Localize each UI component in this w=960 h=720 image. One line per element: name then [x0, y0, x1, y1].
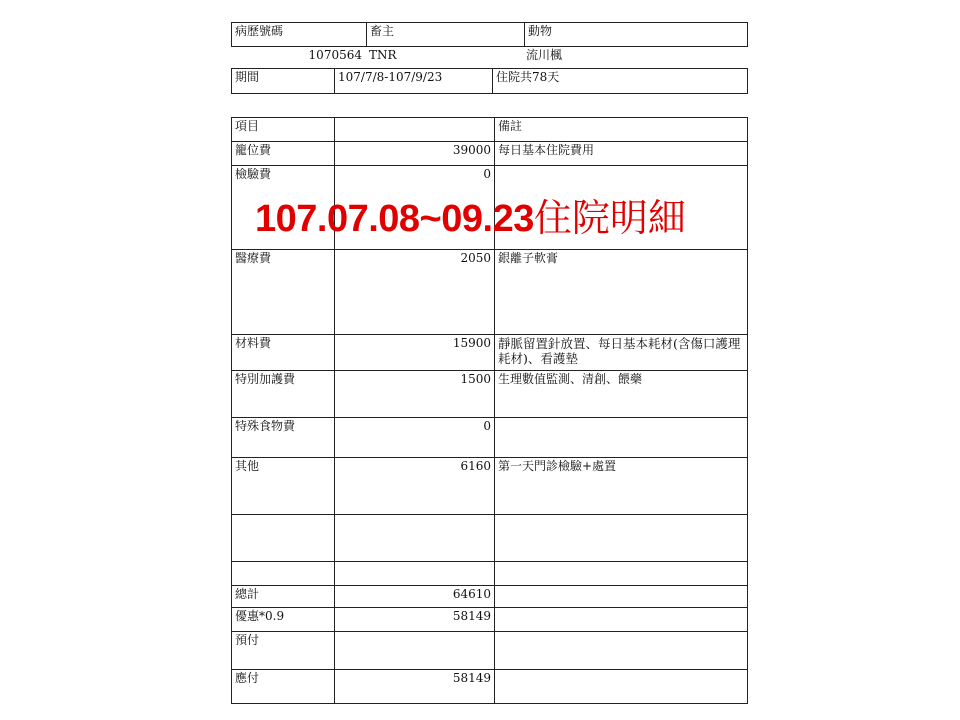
- column-header-note: 備註: [495, 118, 748, 142]
- period-table: [231, 68, 748, 94]
- record-info-row: [231, 47, 748, 69]
- row-item: 籠位費: [232, 142, 335, 166]
- row-item: 檢驗費: [232, 166, 335, 250]
- row-item: 醫療費: [232, 250, 335, 335]
- table-row: [232, 458, 748, 515]
- table-row: [232, 515, 748, 562]
- row-item: 特別加護費: [232, 371, 335, 418]
- header-table: [231, 22, 748, 47]
- row-note: [495, 562, 748, 586]
- row-note: [495, 586, 748, 608]
- row-note: [495, 515, 748, 562]
- row-note: [495, 670, 748, 704]
- row-item: 應付: [232, 670, 335, 704]
- row-amount: 0: [335, 166, 495, 250]
- hospitalization-detail-title: [255, 196, 686, 241]
- period-dates: 107/7/8-107/9/23: [335, 69, 493, 94]
- table-row: [232, 562, 748, 586]
- row-item: 材料費: [232, 335, 335, 371]
- table-row: [232, 418, 748, 458]
- row-amount: 39000: [335, 142, 495, 166]
- title-date-range: 107.07.08~09.23: [255, 198, 534, 240]
- row-note: [495, 608, 748, 632]
- table-row: [232, 586, 748, 608]
- table-header-row: [232, 118, 748, 142]
- table-row: [232, 335, 748, 371]
- table-row: [232, 670, 748, 704]
- period-label: 期間: [232, 69, 335, 94]
- row-amount: 64610: [335, 586, 495, 608]
- row-amount: 2050: [335, 250, 495, 335]
- record-animal: 流川楓: [526, 48, 563, 62]
- table-row: [232, 608, 748, 632]
- row-amount: 58149: [335, 670, 495, 704]
- row-note: [495, 418, 748, 458]
- row-note: 每日基本住院費用: [495, 142, 748, 166]
- row-note: 靜脈留置針放置、每日基本耗材(含傷口護理耗材)、看護墊: [495, 335, 748, 371]
- row-note: 第一天門診檢驗+處置: [495, 458, 748, 515]
- column-header-item: 項目: [232, 118, 335, 142]
- record-owner: TNR: [369, 48, 397, 62]
- table-row: [232, 142, 748, 166]
- row-note: 銀離子軟膏: [495, 250, 748, 335]
- record-id: 1070564: [308, 48, 362, 62]
- row-note: [495, 632, 748, 670]
- row-amount: [335, 515, 495, 562]
- row-note: 生理數值監測、清創、餵藥: [495, 371, 748, 418]
- header-record-number: 病歷號碼: [232, 23, 367, 47]
- row-amount: 1500: [335, 371, 495, 418]
- row-item: 優惠*0.9: [232, 608, 335, 632]
- header-owner: 畜主: [367, 23, 525, 47]
- column-header-amount: [335, 118, 495, 142]
- row-item: 其他: [232, 458, 335, 515]
- title-text: 住院明細: [533, 196, 686, 240]
- period-stay: 住院共78天: [493, 69, 748, 94]
- row-amount: [335, 632, 495, 670]
- row-item: 預付: [232, 632, 335, 670]
- row-item: [232, 515, 335, 562]
- header-animal: 動物: [525, 23, 748, 47]
- row-amount: [335, 562, 495, 586]
- row-item: 特殊食物費: [232, 418, 335, 458]
- table-row: [232, 250, 748, 335]
- row-item: [232, 562, 335, 586]
- table-row: [232, 632, 748, 670]
- row-amount: 0: [335, 418, 495, 458]
- row-amount: 15900: [335, 335, 495, 371]
- row-amount: 58149: [335, 608, 495, 632]
- table-row: [232, 371, 748, 418]
- row-item: 總計: [232, 586, 335, 608]
- row-amount: 6160: [335, 458, 495, 515]
